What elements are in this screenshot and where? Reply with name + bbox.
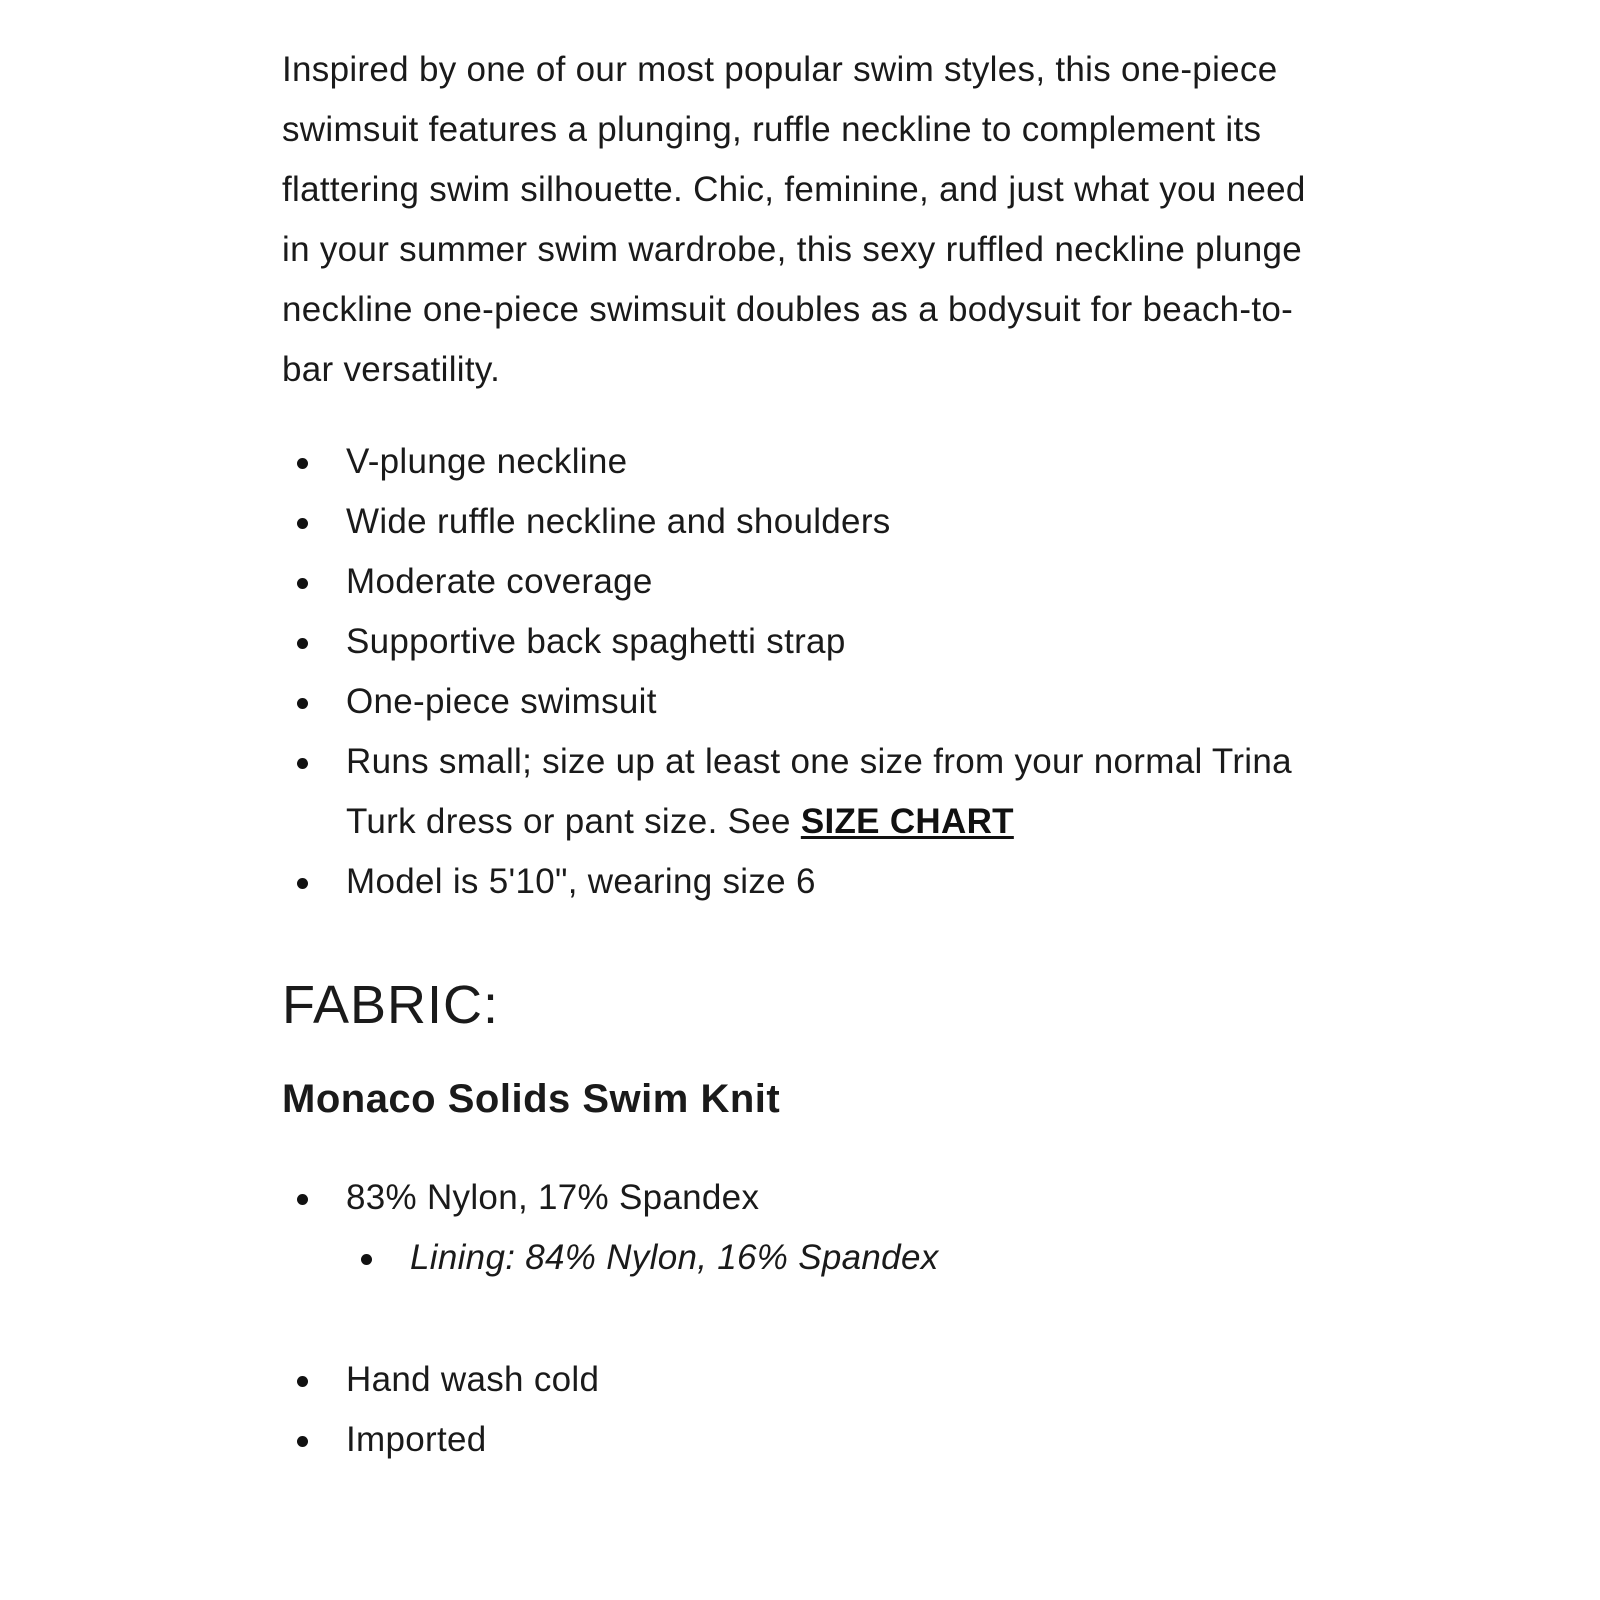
- description-paragraph: Inspired by one of our most popular swim styles, this one-piece swimsuit features a plunging, ruffle neckline to complement its flattering swim silhouette. Chic, feminine, and just what you need in your summer swim wardrobe, this sexy ruffled neckline plunge neckline one-piece swimsuit doubles as a bodysuit for beach-to-bar versatility.: [282, 50, 1306, 389]
- sizing-text: Runs small; size up at least one size from your normal Trina Turk dress or pant size. See: [346, 742, 1292, 841]
- list-item: [282, 612, 1342, 672]
- care-list: [282, 1350, 1342, 1470]
- composition-text: 83% Nylon, 17% Spandex: [346, 1178, 760, 1217]
- list-item: [282, 672, 1342, 732]
- lining-text: Lining: 84% Nylon, 16% Spandex: [410, 1238, 939, 1277]
- care-text: Imported: [346, 1420, 487, 1459]
- bullet-icon: [297, 1436, 308, 1447]
- list-item-model-info: [282, 852, 1342, 912]
- feature-text: V-plunge neckline: [346, 442, 628, 481]
- list-item: [282, 432, 1342, 492]
- list-item-care: [282, 1410, 1342, 1470]
- bullet-icon: [297, 878, 308, 889]
- bullet-icon: [297, 518, 308, 529]
- fabric-name: Monaco Solids Swim Knit: [282, 1077, 781, 1121]
- bullet-icon: [297, 638, 308, 649]
- list-item-composition: [282, 1168, 1342, 1288]
- list-item-care: [282, 1350, 1342, 1410]
- fabric-heading: FABRIC:: [282, 975, 500, 1035]
- bullet-icon: [297, 698, 308, 709]
- bullet-icon: [297, 458, 308, 469]
- list-item: [282, 492, 1342, 552]
- model-info-text: Model is 5'10", wearing size 6: [346, 862, 816, 901]
- bullet-icon: [297, 1194, 308, 1205]
- fabric-composition-list: [282, 1168, 1342, 1288]
- bullet-icon: [297, 578, 308, 589]
- feature-text: Wide ruffle neckline and shoulders: [346, 502, 891, 541]
- bullet-icon: [361, 1254, 372, 1265]
- feature-text: Supportive back spaghetti strap: [346, 622, 846, 661]
- product-description: [282, 40, 1342, 1470]
- feature-text: Moderate coverage: [346, 562, 653, 601]
- list-item: [282, 552, 1342, 612]
- feature-text: One-piece swimsuit: [346, 682, 657, 721]
- care-text: Hand wash cold: [346, 1360, 600, 1399]
- bullet-icon: [297, 758, 308, 769]
- feature-list: [282, 432, 1342, 912]
- list-item-lining: [346, 1228, 1342, 1288]
- bullet-icon: [297, 1376, 308, 1387]
- size-chart-link[interactable]: SIZE CHART: [800, 802, 1014, 841]
- lining-sub-list: [346, 1228, 1342, 1288]
- list-item-sizing: [282, 732, 1342, 852]
